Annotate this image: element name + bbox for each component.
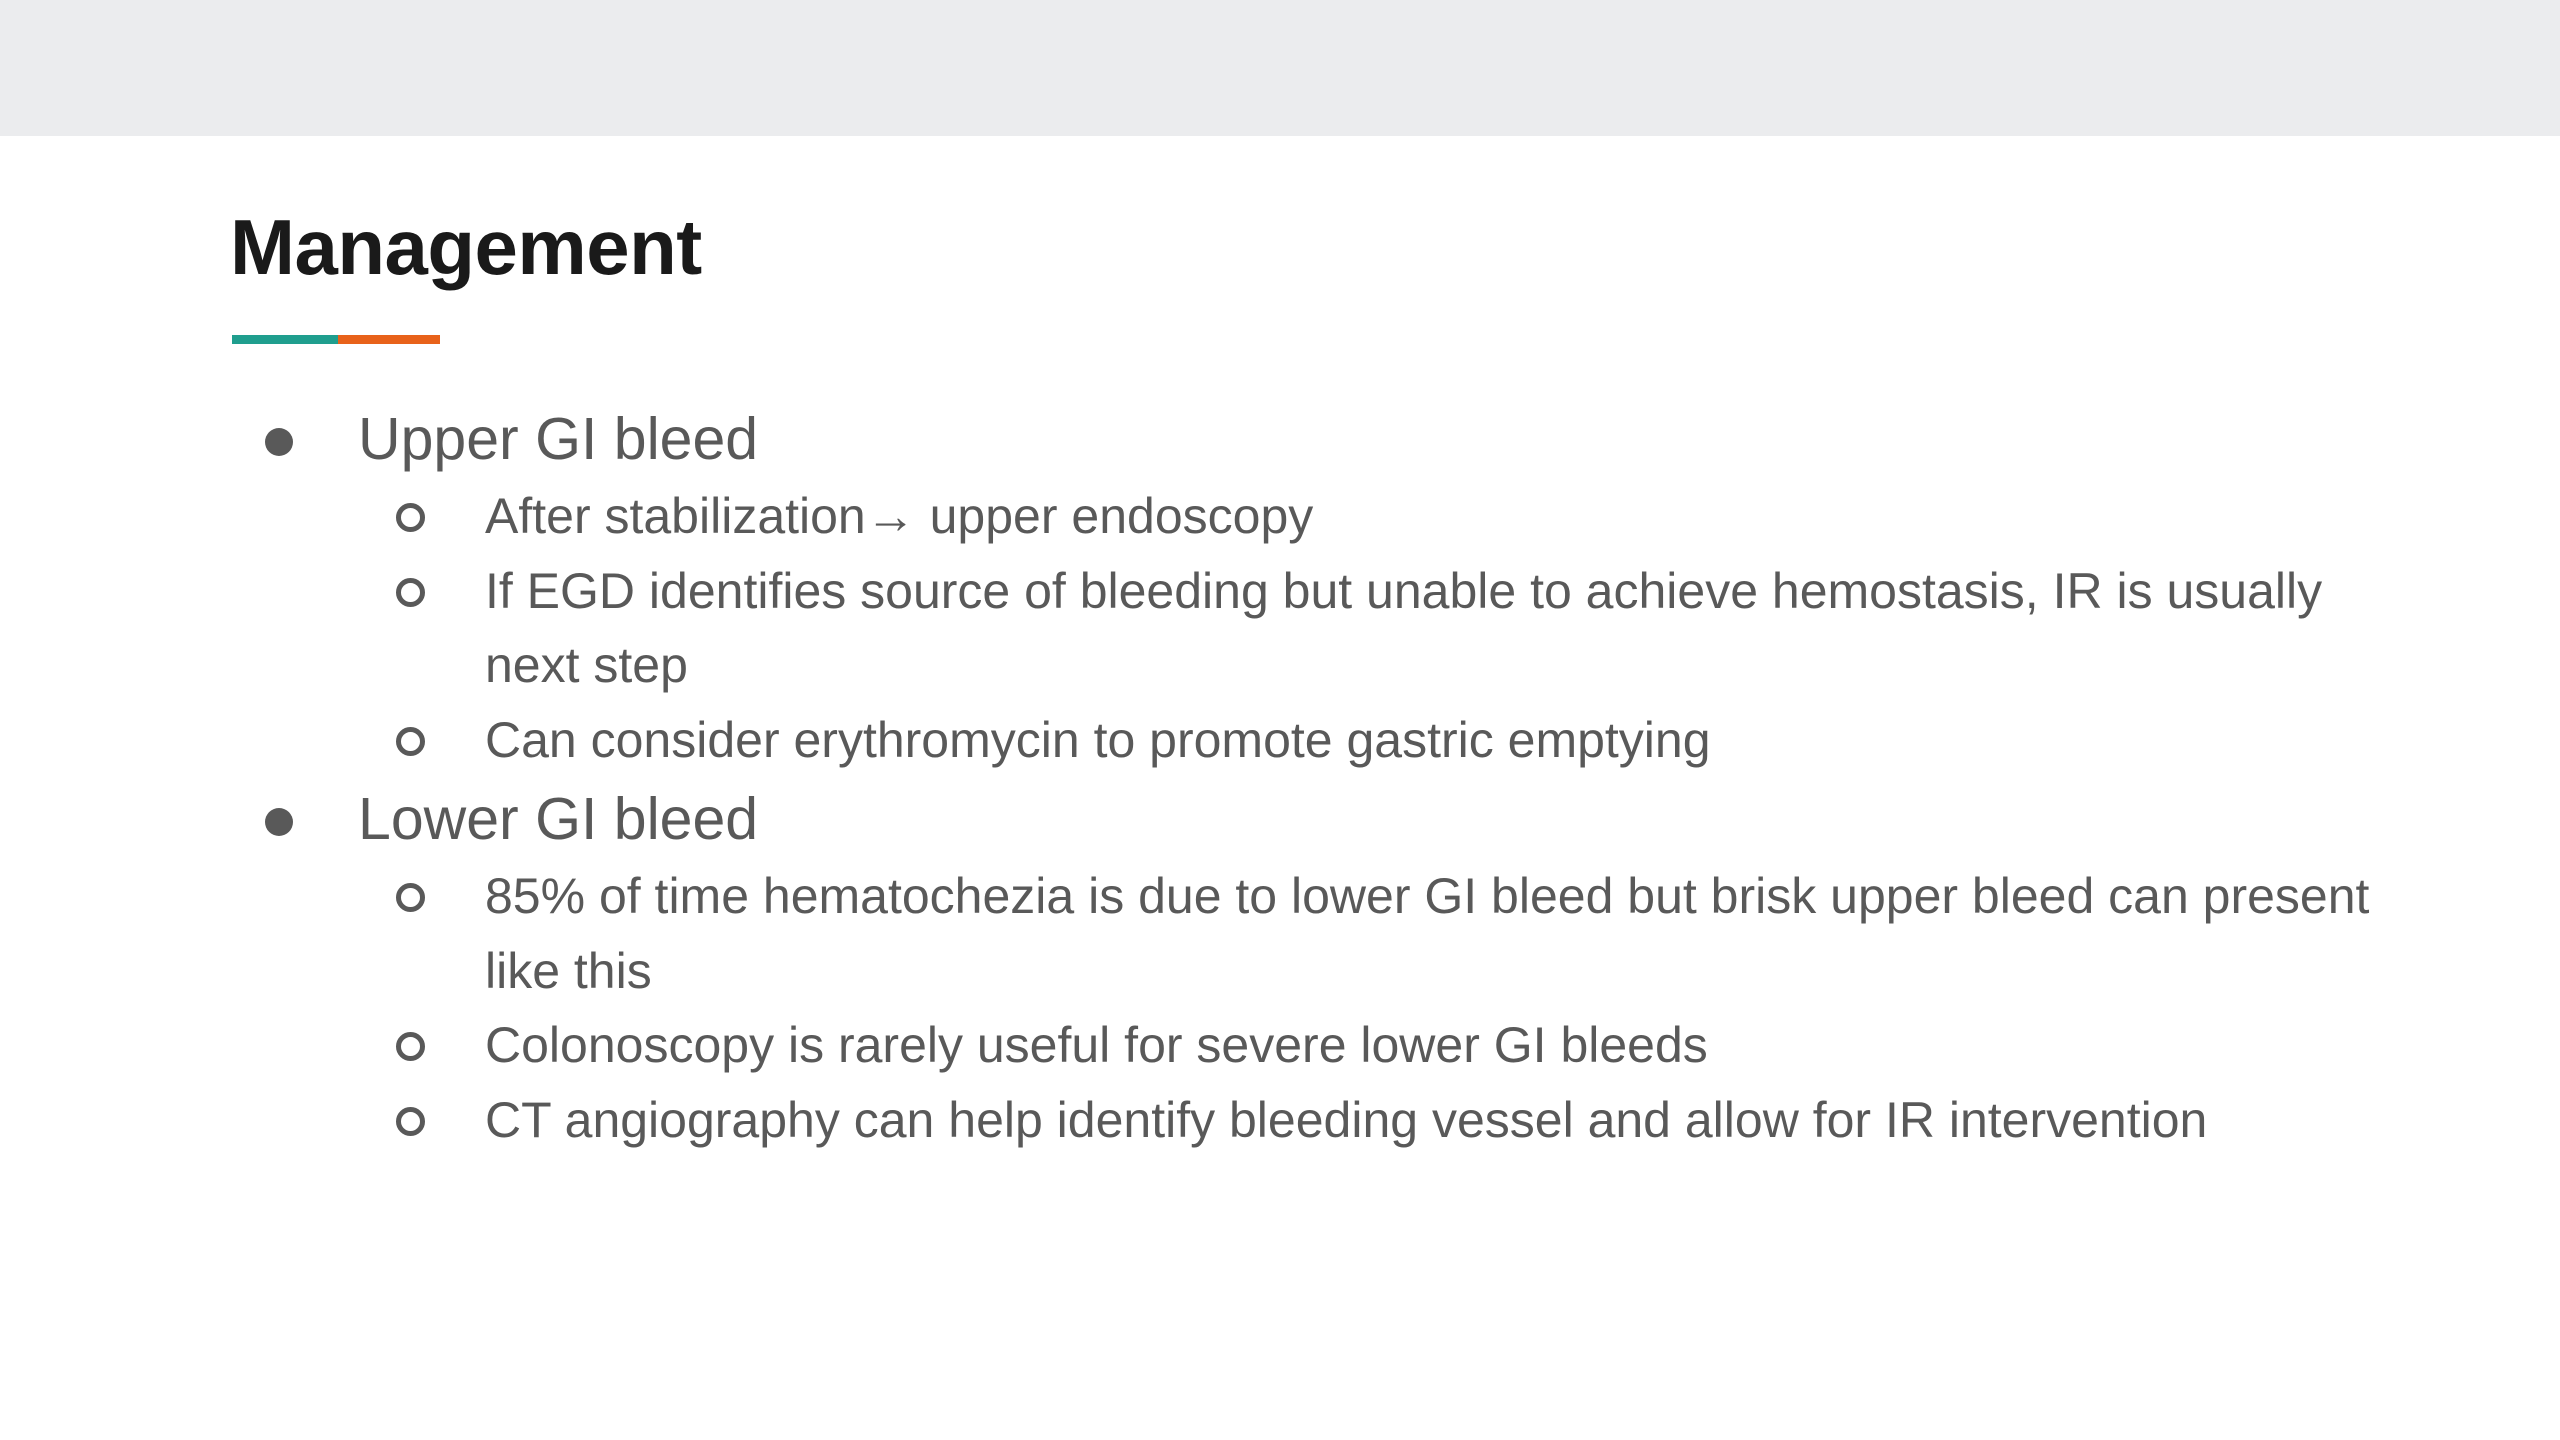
hollow-bullet-icon <box>396 883 425 912</box>
top-band <box>0 0 2560 136</box>
filled-bullet-icon <box>265 428 293 456</box>
sub-bullet-text: After stabilization→ upper endoscopy <box>485 488 1314 544</box>
accent-segment-orange <box>338 335 440 344</box>
filled-bullet-icon <box>265 808 293 836</box>
hollow-bullet-icon <box>396 1032 425 1061</box>
bullet-lower-gi-bleed <box>0 781 2560 857</box>
sub-bullet <box>0 479 2560 554</box>
slide-title: Management <box>230 203 702 291</box>
slide <box>0 136 2560 1440</box>
bullet-label: Upper GI bleed <box>358 406 759 472</box>
bullet-list <box>0 401 2560 1157</box>
sub-bullet-text: Can consider erythromycin to promote gastric emptying <box>485 711 1711 768</box>
sub-bullet-text: If EGD identifies source of bleeding but unable to achieve hemostasis, IR is usually next step <box>485 562 2323 693</box>
sub-bullet <box>0 554 2560 703</box>
sub-bullet-text: CT angiography can help identify bleeding vessel and allow for IR intervention <box>485 1091 2208 1148</box>
title-accent-bar <box>232 335 440 344</box>
hollow-bullet-icon <box>396 578 425 607</box>
hollow-bullet-icon <box>396 1107 425 1136</box>
sub-bullet <box>0 859 2560 1008</box>
hollow-bullet-icon <box>396 727 425 756</box>
bullet-upper-gi-bleed <box>0 401 2560 477</box>
sub-bullet <box>0 1008 2560 1083</box>
hollow-bullet-icon <box>396 503 425 532</box>
sub-bullet <box>0 703 2560 778</box>
sub-bullet <box>0 1083 2560 1158</box>
sub-bullet-text: Colonoscopy is rarely useful for severe lower GI bleeds <box>485 1017 1708 1073</box>
sub-bullet-text: 85% of time hematochezia is due to lower GI bleed but brisk upper bleed can present like this <box>485 868 2370 999</box>
bullet-label: Lower GI bleed <box>358 786 759 852</box>
accent-segment-teal <box>232 335 338 344</box>
